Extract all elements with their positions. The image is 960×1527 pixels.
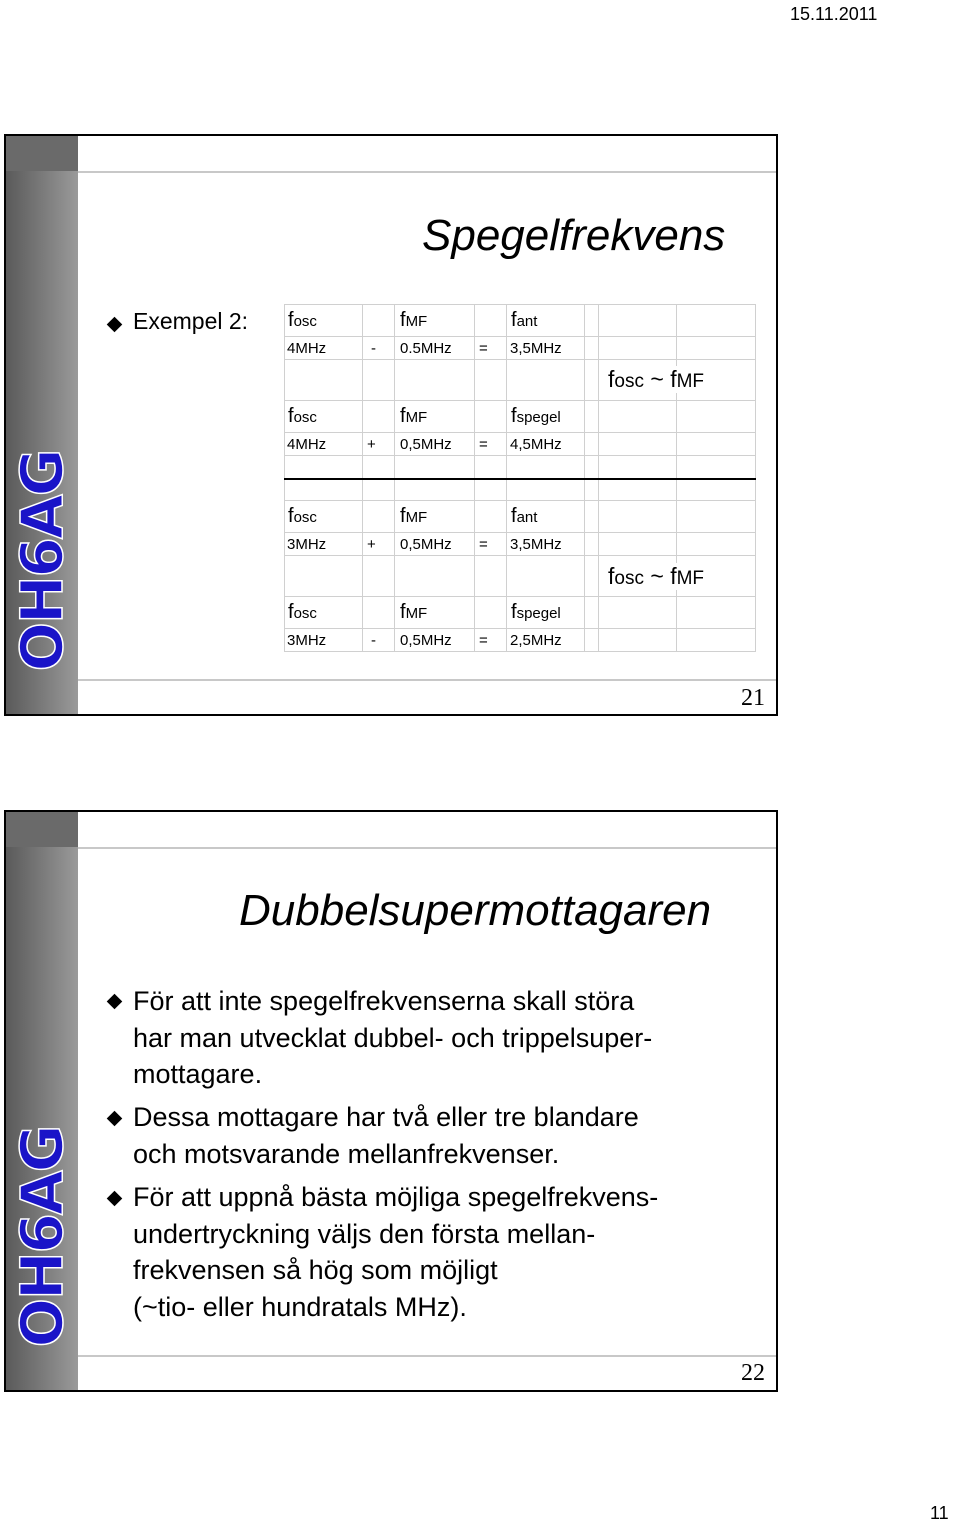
label-f-mf: fMF	[400, 601, 428, 623]
page-number: 11	[930, 1503, 949, 1523]
value-cell: 2,5MHz	[510, 632, 562, 649]
bullet-text: Dessa mottagare har två eller tre blandare och motsvarande mellanfrekvenser.	[133, 1102, 639, 1169]
relation-osc-mf: fosc ~ fMF	[604, 366, 708, 393]
value-cell: 3,5MHz	[510, 340, 562, 357]
slide-number: 21	[741, 685, 765, 711]
value-cell: 0.5MHz	[400, 340, 452, 357]
value-cell: 3MHz	[287, 632, 327, 649]
footer-rule	[78, 679, 776, 681]
label-f-mf: fMF	[400, 309, 428, 331]
bullet-text: För att uppnå bästa möjliga spegelfrekvens- undertryckning väljs den första mellan- frekvensen så hög som möjligt (~tio- eller hundratals MHz).	[133, 1182, 659, 1322]
slide-title: Spegelfrekvens	[422, 211, 726, 260]
label-f-mf: fMF	[400, 505, 428, 527]
value-cell: 3MHz	[287, 536, 327, 553]
footer-rule	[78, 1355, 776, 1357]
label-f-mf: fMF	[400, 405, 428, 427]
slide-22: OH6AG Dubbelsupermottagaren För att inte spegelfrekvenserna skall störa har man utvecklat dubbel- och trippelsuper- mottagare. Dessa mottagare har två eller tre blandare och motsvarande mellanfrekvenser. För att uppnå bästa möjliga spegelfrekvens- undertryckning väljs den första mellan- frekvensen så hög som möjligt (~tio- eller hundratals MHz). 22	[4, 810, 778, 1392]
label-f-osc: fosc	[288, 405, 317, 427]
bullet-label: Exempel 2:	[133, 308, 249, 334]
sidebar-top-block	[6, 136, 78, 171]
slide-number: 22	[741, 1360, 765, 1386]
header-rule	[78, 847, 776, 849]
relation-osc-mf: fosc ~ fMF	[604, 563, 708, 590]
equals-cell: =	[479, 632, 488, 649]
header-date: 15.11.2011	[790, 4, 878, 24]
value-cell: 3,5MHz	[510, 536, 562, 553]
value-cell: 4,5MHz	[510, 436, 562, 453]
diamond-bullet-icon	[107, 317, 123, 333]
bullet-text: För att inte spegelfrekvenserna skall störa har man utvecklat dubbel- och trippelsuper- mottagare.	[133, 986, 653, 1089]
operator-cell: -	[371, 632, 376, 649]
example-table	[284, 304, 756, 652]
operator-cell: +	[367, 436, 376, 453]
equals-cell: =	[479, 340, 488, 357]
value-cell: 4MHz	[287, 436, 327, 453]
label-f-ant: fant	[511, 505, 538, 527]
sidebar-top-block	[6, 812, 78, 847]
value-cell: 0,5MHz	[400, 436, 452, 453]
slide-title: Dubbelsupermottagaren	[239, 886, 712, 935]
label-f-osc: fosc	[288, 505, 317, 527]
value-cell: 0,5MHz	[400, 632, 452, 649]
value-cell: 4MHz	[287, 340, 327, 357]
header-rule	[78, 171, 776, 173]
operator-cell: -	[371, 340, 376, 357]
label-f-osc: fosc	[288, 601, 317, 623]
label-f-ant: fant	[511, 309, 538, 331]
label-f-spegel: fspegel	[511, 601, 561, 623]
diamond-bullet-icon	[107, 1191, 123, 1207]
diamond-bullet-icon	[107, 994, 123, 1010]
operator-cell: +	[367, 536, 376, 553]
slide-21: OH6AG Spegelfrekvens Exempel 2: fosc fMF fant 4MHz - 0.5MHz = 3,5MHz fosc fMF fspegel 4MHz + 0,5MHz = 4,5MHz fosc ~ fMF fosc fMF fant 3MHz + 0,5MHz = 3,5MHz fosc fMF fspegel 3MHz - 0,5MHz = 2,5MHz fosc ~ fMF 21	[4, 134, 778, 716]
diamond-bullet-icon	[107, 1111, 123, 1127]
equals-cell: =	[479, 536, 488, 553]
equals-cell: =	[479, 436, 488, 453]
label-f-osc: fosc	[288, 309, 317, 331]
value-cell: 0,5MHz	[400, 536, 452, 553]
label-f-spegel: fspegel	[511, 405, 561, 427]
